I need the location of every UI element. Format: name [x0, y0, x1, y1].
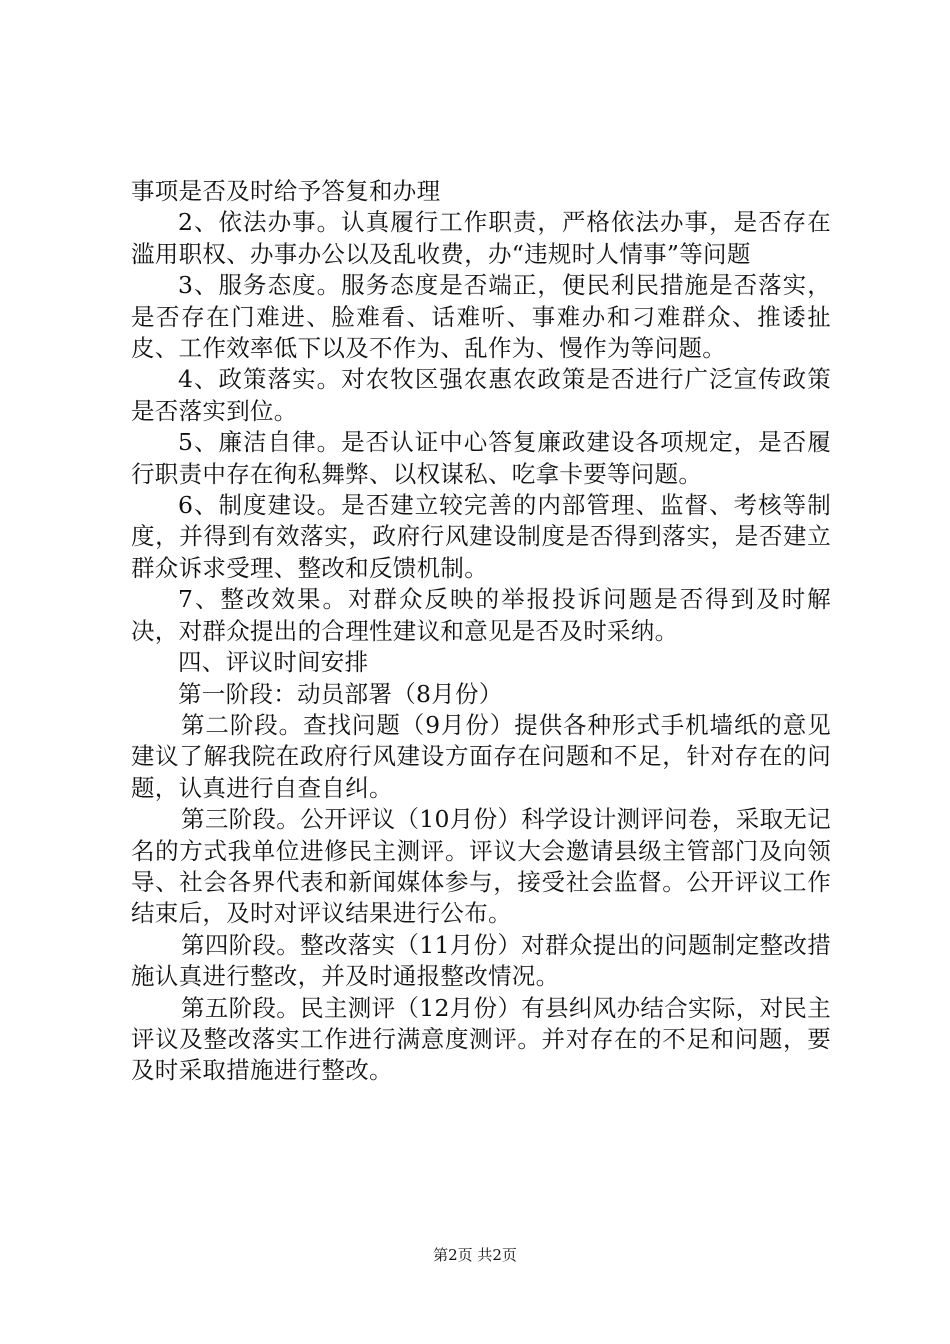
phase-3: 第三阶段。公开评议（10月份）科学设计测评问卷，采取无记名的方式我单位进修民主测评。评议大会邀请县级主管部门及向领导、社会各界代表和新闻媒体参与，接受社会监督。公开评议工作结束后，及时对评议结果进行公布。	[131, 805, 831, 928]
paragraph-2: 2、依法办事。认真履行工作职责，严格依法办事，是否存在滥用职权、办事办公以及乱收费，办“违规时人情事”等问题	[131, 208, 831, 268]
section-heading-4: 四、评议时间安排	[178, 648, 369, 677]
phase-5: 第五阶段。民主测评（12月份）有县纠风办结合实际，对民主评议及整改落实工作进行满意度测评。并对存在的不足和问题，要及时采取措施进行整改。	[131, 993, 831, 1085]
paragraph-4: 4、政策落实。对农牧区强农惠农政策是否进行广泛宣传政策是否落实到位。	[131, 365, 831, 425]
paragraph-6: 6、制度建设。是否建立较完善的内部管理、监督、考核等制度，并得到有效落实，政府行风建设制度是否得到落实，是否建立群众诉求受理、整改和反馈机制。	[131, 491, 831, 582]
paragraph-1: 事项是否及时给予答复和办理	[131, 177, 441, 205]
phase-1: 第一阶段：动员部署（8月份）	[178, 679, 503, 708]
phase-4: 第四阶段。整改落实（11月份）对群众提出的问题制定整改措施认真进行整改，并及时通报整改情况。	[131, 930, 831, 991]
page-number-footer: 第2页 共2页	[433, 1246, 517, 1264]
phase-2: 第二阶段。查找问题（9月份）提供各种形式手机墙纸的意见建议了解我院在政府行风建设方面存在问题和不足，针对存在的问题，认真进行自查自纠。	[131, 710, 831, 802]
paragraph-7: 7、整改效果。对群众反映的举报投诉问题是否得到及时解决，对群众提出的合理性建议和意见是否及时采纳。	[131, 585, 831, 645]
paragraph-3: 3、服务态度。服务态度是否端正，便民利民措施是否落实，是否存在门难进、脸难看、话难听、事难办和刁难群众、推诿扯皮、工作效率低下以及不作为、乱作为、慢作为等问题。	[131, 271, 831, 363]
document-body	[131, 176, 831, 1087]
paragraph-5: 5、廉洁自律。是否认证中心答复廉政建设各项规定，是否履行职责中存在徇私舞弊、以权谋私、吃拿卡要等问题。	[131, 428, 831, 488]
